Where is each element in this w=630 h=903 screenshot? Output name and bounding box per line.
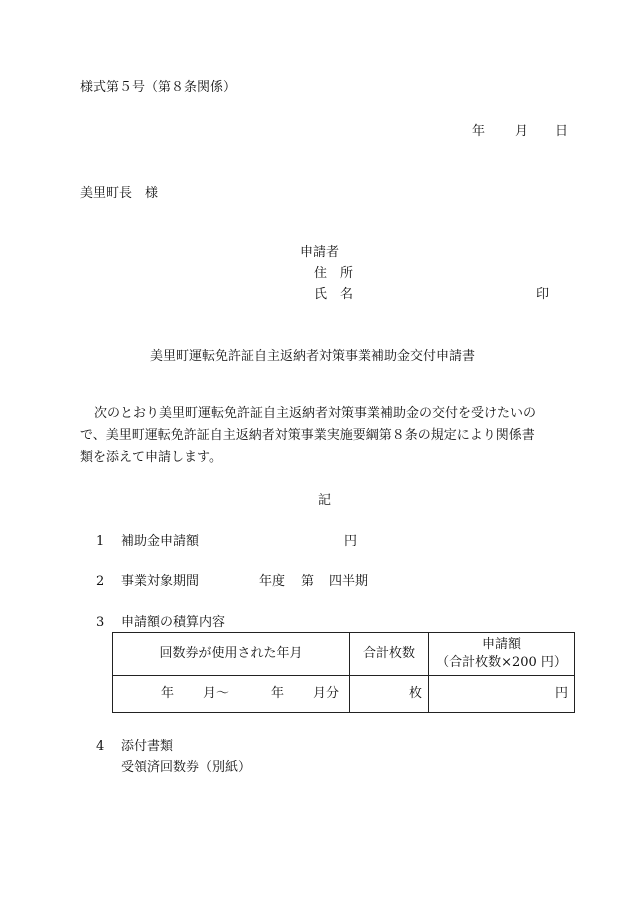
name-label: 氏 名 xyxy=(314,287,354,302)
body-line-2: で、美里町運転免許証自主返納者対策事業実施要綱第８条の規定により関係書 xyxy=(80,428,535,443)
amount-cell: 円 xyxy=(429,676,575,713)
header-amount-line-1: 申請額 xyxy=(481,637,521,652)
period-month-to: 月分 xyxy=(313,686,340,701)
period-year-1: 年 xyxy=(161,686,175,701)
item-3-number: 3 xyxy=(96,615,105,630)
period-cell xyxy=(113,676,350,713)
date-year: 年 xyxy=(472,124,486,139)
header-amount xyxy=(429,633,575,676)
item-3-label: 申請額の積算内容 xyxy=(121,615,226,630)
ki-heading: 記 xyxy=(318,493,332,508)
body-line-3: 類を添えて申請します。 xyxy=(80,450,222,465)
item-2-dai: 第 xyxy=(301,574,315,589)
item-2-quarter: 四半期 xyxy=(329,574,369,589)
body-line-1: 次のとおり美里町運転免許証自主返納者対策事業補助金の交付を受けたいの xyxy=(94,406,537,421)
item-4-label: 添付書類 xyxy=(121,739,174,754)
item-2-label: 事業対象期間 xyxy=(121,574,200,589)
count-cell: 枚 xyxy=(350,676,429,713)
date-day: 日 xyxy=(555,124,569,139)
header-amount-line-2: （合計枚数×200 円） xyxy=(436,655,567,670)
item-4-number: 4 xyxy=(96,739,105,754)
seal-mark: 印 xyxy=(536,287,550,302)
period-year-2: 年 xyxy=(271,686,285,701)
addressee: 美里町長 様 xyxy=(80,186,159,201)
table-row xyxy=(113,676,575,713)
item-1-number: 1 xyxy=(96,534,105,549)
applicant-label: 申請者 xyxy=(300,245,340,260)
item-2-number: 2 xyxy=(96,574,105,589)
address-label: 住 所 xyxy=(314,266,354,281)
item-1-label: 補助金申請額 xyxy=(121,534,200,549)
calculation-table xyxy=(112,632,575,713)
document-title: 美里町運転免許証自主返納者対策事業補助金交付申請書 xyxy=(150,349,476,364)
date-line xyxy=(0,124,630,140)
period-month-from: 月～ xyxy=(203,686,230,701)
header-period: 回数券が使用された年月 xyxy=(113,633,350,676)
table-header-row xyxy=(113,633,575,676)
date-month: 月 xyxy=(515,124,529,139)
item-2-nendo: 年度 xyxy=(259,574,286,589)
header-count: 合計枚数 xyxy=(350,633,429,676)
form-number: 様式第５号（第８条関係） xyxy=(80,80,237,95)
item-4-attachment: 受領済回数券（別紙） xyxy=(121,760,252,775)
item-1-unit: 円 xyxy=(344,534,358,549)
